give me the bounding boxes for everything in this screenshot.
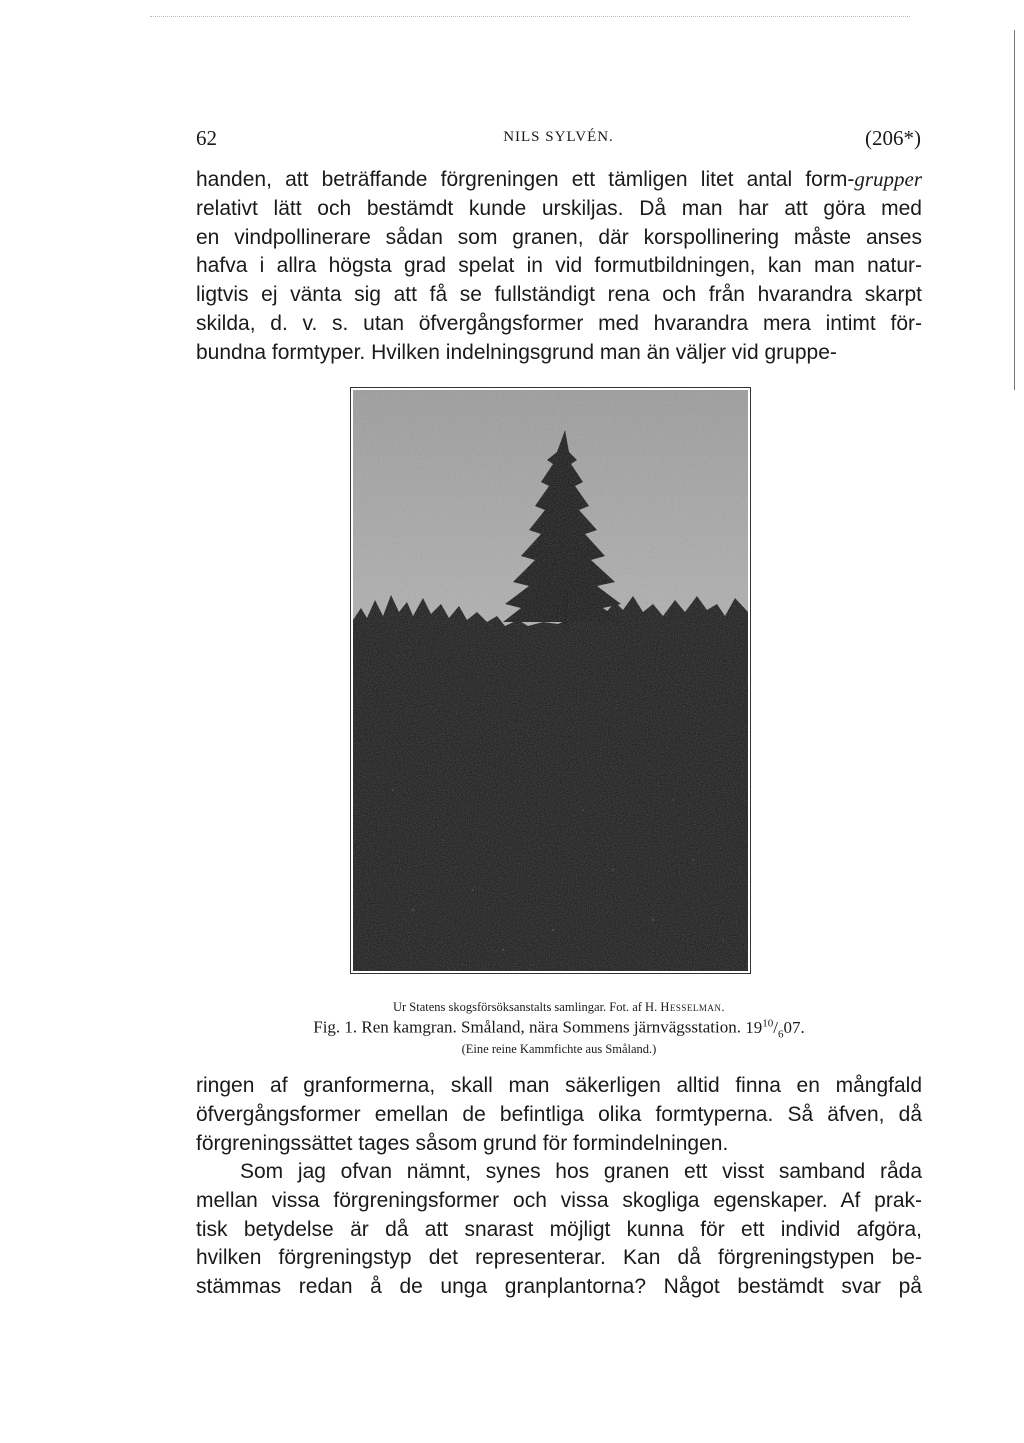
date-slash: /	[773, 1017, 778, 1037]
paragraph-line: skilda, d. v. s. utan öfvergångsformer med hvarandra mera intimt för-	[196, 311, 922, 335]
paragraph-line: hvilken förgreningstyp det representerar. Kan då förgreningstypen be-	[196, 1246, 922, 1270]
paragraph-line: tisk betydelse är då att snarast möjligt kunna för ett individ afgöra,	[196, 1217, 922, 1241]
source-text: Ur Statens skogsförsöksanstalts samlingar. Fot. af H.	[392, 1000, 658, 1014]
figure-date	[745, 1017, 805, 1041]
scan-edge-line	[1014, 30, 1015, 390]
figure-number: 1.	[344, 1017, 358, 1037]
paragraph-line: bundna formtyper. Hvilken indelningsgrund man än väljer vid gruppe-	[196, 340, 837, 364]
paragraph-3	[196, 1158, 922, 1302]
figure-source-caption	[196, 1000, 922, 1015]
figure-photograph	[350, 387, 751, 974]
spruce-photo	[353, 390, 748, 971]
paragraph-line: ringen af granformerna, skall man säkerligen alltid finna en mångfald	[196, 1074, 922, 1097]
figure-german-caption: (Eine reine Kammfichte aus Småland.)	[461, 1042, 657, 1056]
paragraph-1	[196, 165, 922, 368]
paragraph-text: handen, att beträffande förgreningen ett tämligen litet antal form-	[196, 168, 855, 191]
running-head-reference: (206*)	[865, 126, 921, 150]
paragraph-line	[196, 165, 922, 195]
date-month-sub: 6	[778, 1028, 784, 1041]
date-day: 19	[745, 1017, 763, 1037]
paragraph-line: öfvergångsformer emellan de befintliga olika formtyperna. Så äfven, då	[196, 1102, 922, 1126]
figure-label: Fig.	[313, 1017, 341, 1037]
figure-caption-text: Ren kamgran. Småland, nära Sommens järnvägsstation.	[361, 1017, 742, 1037]
paragraph-line: en vindpollinerare sådan som granen, där korspollinering måste anses	[196, 225, 922, 249]
italic-term: grupper	[854, 167, 922, 191]
page-number: 62	[196, 126, 217, 150]
scan-artifact-dots	[150, 16, 910, 17]
date-month-sup: 10	[762, 1017, 774, 1029]
running-head	[196, 126, 921, 156]
paragraph-line: förgreningssättet tages såsom grund för formindelningen.	[196, 1131, 729, 1155]
running-head-author: NILS SYLVÉN.	[503, 129, 614, 145]
paragraph-2	[196, 1072, 922, 1158]
paragraph-line: mellan vissa förgreningsformer och vissa skogliga egenskaper. Af prak-	[196, 1188, 922, 1212]
paragraph-line: Som jag ofvan nämnt, synes hos granen ett visst samband råda	[240, 1160, 922, 1183]
paragraph-line: ligtvis ej vänta sig att få se fullständigt rena och från hvarandra skarpt	[196, 283, 922, 307]
figure-caption	[196, 1017, 922, 1040]
paragraph-line: stämmas redan å de unga granplantorna? Något bestämdt svar på	[196, 1275, 922, 1299]
photographer-name: Hesselman.	[660, 1000, 725, 1014]
date-year: 07.	[783, 1017, 805, 1037]
paragraph-line: relativt lätt och bestämdt kunde urskiljas. Då man har att göra med	[196, 196, 922, 220]
paragraph-line: hafva i allra högsta grad spelat in vid formutbildningen, kan man natur-	[196, 254, 922, 278]
